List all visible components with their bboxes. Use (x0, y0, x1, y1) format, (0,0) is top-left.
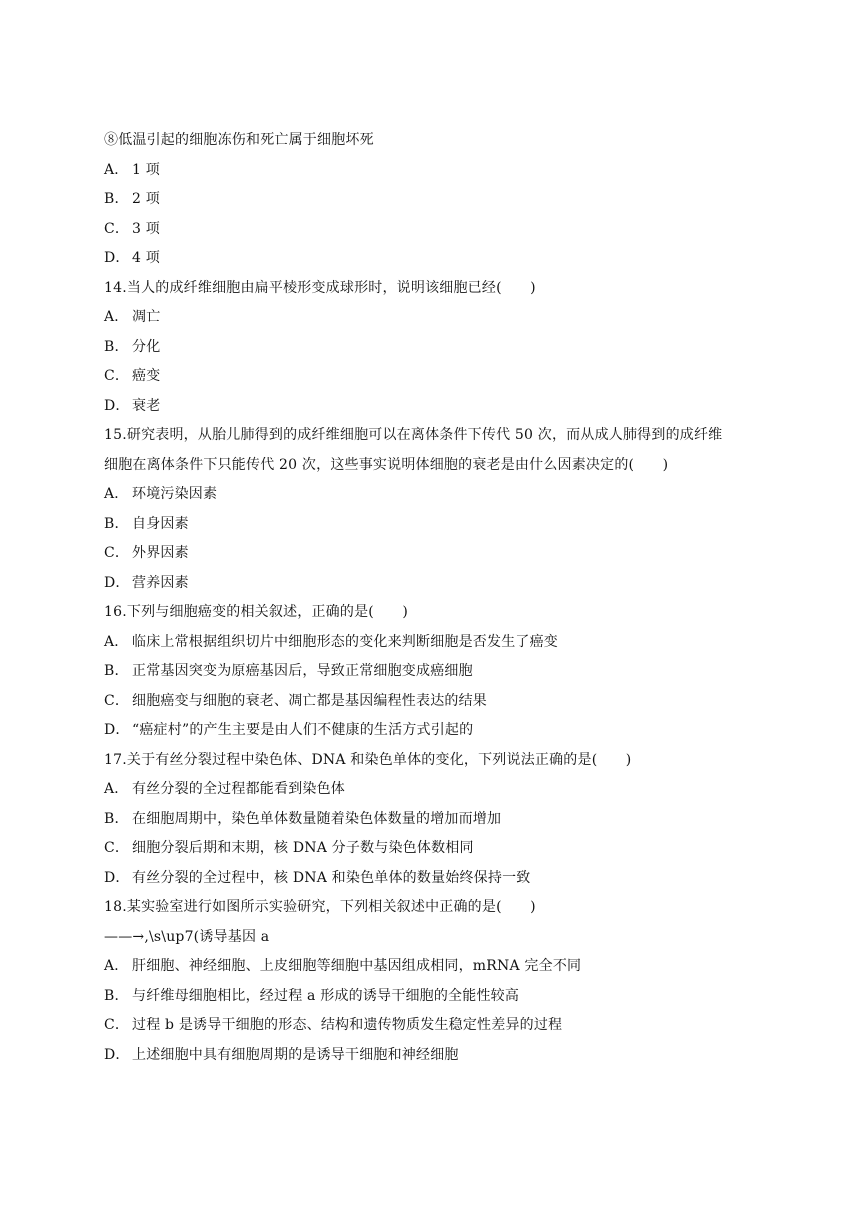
option-letter: C． (104, 545, 130, 561)
option-text: 分化 (132, 338, 161, 355)
option-letter: B． (104, 191, 129, 207)
option-letter: B． (104, 663, 129, 679)
option-text: 4 项 (132, 250, 160, 266)
answer-option (104, 864, 784, 894)
option-letter: A． (104, 958, 129, 974)
option-letter: B． (104, 515, 129, 532)
option-letter: C． (104, 840, 130, 856)
answer-option (104, 834, 784, 864)
option-text: 细胞癌变与细胞的衰老、凋亡都是基因编程性表达的结果 (132, 692, 487, 709)
option-letter: A． (104, 309, 129, 325)
answer-option (104, 952, 784, 982)
answer-option (104, 775, 784, 805)
answer-option (104, 510, 784, 540)
option-text: 凋亡 (132, 309, 161, 325)
option-text: 在细胞周期中，染色单体数量随着染色体数量的增加而增加 (132, 810, 502, 827)
option-letter: A． (104, 161, 129, 178)
option-text: 有丝分裂的全过程中，核 DNA 和染色单体的数量始终保持一致 (132, 869, 531, 886)
answer-option (104, 1041, 784, 1071)
option-letter: D． (104, 574, 130, 591)
answer-option (104, 185, 784, 215)
document-page (104, 126, 784, 1070)
option-letter: A． (104, 486, 129, 502)
answer-option (104, 362, 784, 392)
option-text: 1 项 (132, 161, 160, 178)
question-stem: 16.下列与细胞癌变的相关叙述，正确的是( ) (104, 604, 408, 620)
text-line: ⑧低温引起的细胞冻伤和死亡属于细胞坏死 (104, 132, 374, 148)
option-text: 环境污染因素 (132, 486, 218, 502)
text-line: ——→,\s\up7(诱导基因 a (104, 928, 270, 945)
option-letter: D． (104, 397, 130, 414)
option-letter: B． (104, 338, 129, 355)
option-letter: B． (104, 987, 129, 1004)
answer-option (104, 628, 784, 658)
answer-option (104, 156, 784, 186)
question-stem: 17.关于有丝分裂过程中染色体、DNA 和染色单体的变化，下列说法正确的是( ) (104, 751, 632, 768)
option-text: 与纤维母细胞相比，经过程 a 形成的诱导干细胞的全能性较高 (132, 987, 520, 1004)
option-letter: D． (104, 1046, 130, 1063)
option-text: 2 项 (132, 191, 160, 207)
option-letter: D． (104, 722, 130, 738)
question-stem: 15.研究表明，从胎儿肺得到的成纤维细胞可以在离体条件下传代 50 次，而从成人肺得到的成纤维 (104, 427, 723, 443)
answer-option (104, 333, 784, 363)
option-text: 上述细胞中具有细胞周期的是诱导干细胞和神经细胞 (132, 1046, 459, 1063)
option-text: 自身因素 (132, 515, 189, 532)
answer-option (104, 687, 784, 717)
question-stem: 14.当人的成纤维细胞由扁平棱形变成球形时，说明该细胞已经( ) (104, 279, 536, 296)
option-letter: C． (104, 692, 130, 709)
option-text: 衰老 (132, 397, 161, 414)
option-text: 3 项 (132, 220, 160, 237)
answer-option (104, 303, 784, 333)
option-letter: C． (104, 368, 130, 384)
option-text: 临床上常根据组织切片中细胞形态的变化来判断细胞是否发生了癌变 (132, 633, 558, 650)
answer-option (104, 805, 784, 835)
option-letter: D． (104, 250, 130, 266)
answer-option (104, 215, 784, 245)
question-stem: 18.某实验室进行如图所示实验研究，下列相关叙述中正确的是( ) (104, 899, 536, 915)
option-text: 外界因素 (132, 545, 189, 561)
answer-option (104, 716, 784, 746)
option-text: 营养因素 (132, 574, 189, 591)
option-text: 有丝分裂的全过程都能看到染色体 (132, 781, 345, 797)
question-stem: 细胞在离体条件下只能传代 20 次，这些事实说明体细胞的衰老是由什么因素决定的( ) (104, 456, 669, 473)
option-text: 肝细胞、神经细胞、上皮细胞等细胞中基因组成相同，mRNA 完全不同 (132, 958, 582, 974)
option-letter: B． (104, 810, 129, 827)
answer-option (104, 392, 784, 422)
option-text: 细胞分裂后期和末期，核 DNA 分子数与染色体数相同 (132, 840, 474, 856)
option-letter: D． (104, 869, 130, 886)
answer-option (104, 480, 784, 510)
option-letter: A． (104, 781, 129, 797)
option-letter: C． (104, 1017, 130, 1033)
option-text: 过程 b 是诱导干细胞的形态、结构和遗传物质发生稳定性差异的过程 (132, 1017, 563, 1033)
answer-option (104, 982, 784, 1012)
answer-option (104, 657, 784, 687)
option-text: 癌变 (132, 368, 161, 384)
answer-option (104, 244, 784, 274)
answer-option (104, 569, 784, 599)
option-text: 正常基因突变为原癌基因后，导致正常细胞变成癌细胞 (132, 663, 473, 679)
option-letter: C． (104, 220, 130, 237)
option-letter: A． (104, 633, 129, 650)
answer-option (104, 1011, 784, 1041)
option-text: “癌症村”的产生主要是由人们不健康的生活方式引起的 (132, 722, 474, 738)
answer-option (104, 539, 784, 569)
